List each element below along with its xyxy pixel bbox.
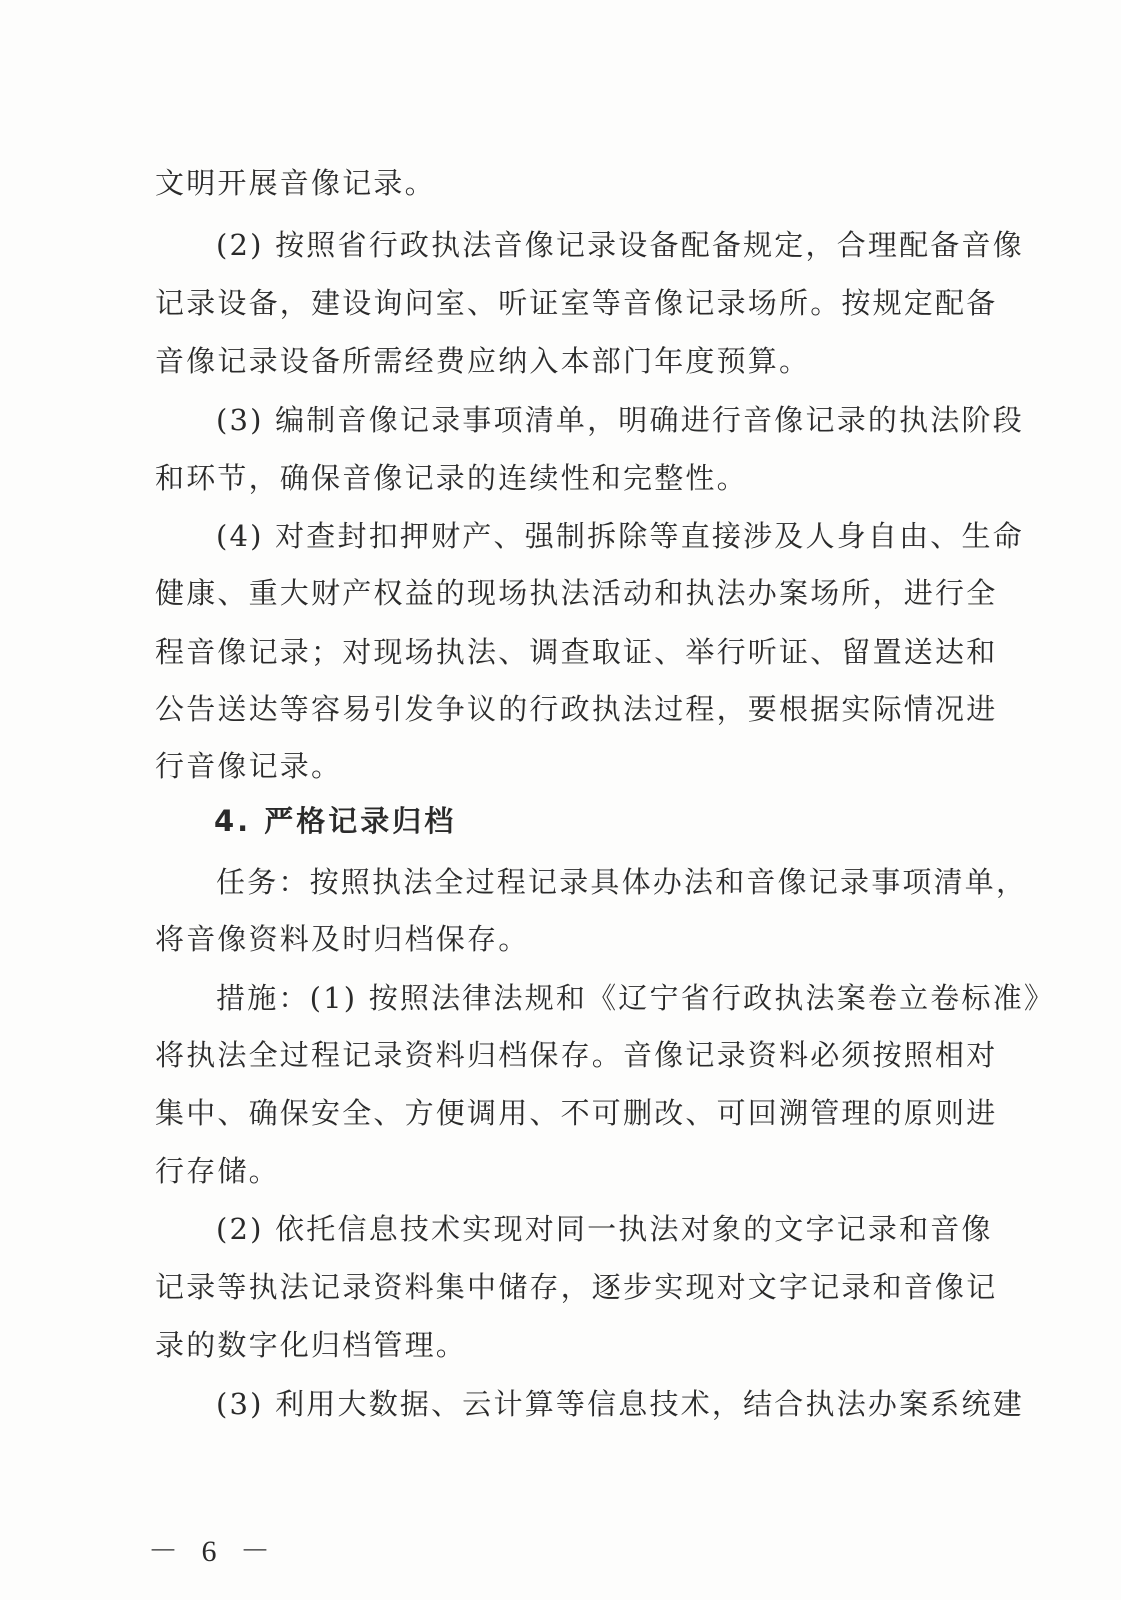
paragraph-line: (2) 依托信息技术实现对同一执法对象的文字记录和音像 — [216, 1212, 993, 1246]
paragraph-line: (2) 按照省行政执法音像记录设备配备规定，合理配备音像 — [216, 228, 1024, 262]
paragraph-line: 将执法全过程记录资料归档保存。音像记录资料必须按照相对 — [155, 1038, 998, 1072]
paragraph-line: 公告送达等容易引发争议的行政执法过程，要根据实际情况进 — [155, 692, 998, 726]
paragraph-line: 记录等执法记录资料集中储存，逐步实现对文字记录和音像记 — [155, 1270, 998, 1304]
paragraph-line: 记录设备，建设询问室、听证室等音像记录场所。按规定配备 — [155, 286, 998, 320]
paragraph-line: 任务：按照执法全过程记录具体办法和音像记录事项清单， — [216, 865, 1028, 899]
paragraph-line: 措施：(1) 按照法律法规和《辽宁省行政执法案卷立卷标准》 — [216, 981, 1056, 1015]
paragraph-line: 程音像记录；对现场执法、调查取证、举行听证、留置送达和 — [155, 635, 998, 669]
paragraph-line: 将音像资料及时归档保存。 — [155, 922, 530, 956]
paragraph-line: 行存储。 — [155, 1154, 280, 1188]
paragraph-line: 录的数字化归档管理。 — [155, 1328, 468, 1362]
paragraph-line: 音像记录设备所需经费应纳入本部门年度预算。 — [155, 344, 811, 378]
paragraph-line: (3) 编制音像记录事项清单，明确进行音像记录的执法阶段 — [216, 403, 1024, 437]
paragraph-line: 健康、重大财产权益的现场执法活动和执法办案场所，进行全 — [155, 576, 998, 610]
section-heading: 4. 严格记录归档 — [214, 804, 457, 838]
paragraph-line: 和环节，确保音像记录的连续性和完整性。 — [155, 461, 748, 495]
paragraph-line: (3) 利用大数据、云计算等信息技术，结合执法办案系统建 — [216, 1387, 1024, 1421]
page-number: － 6 － — [148, 1535, 278, 1568]
paragraph-line: (4) 对查封扣押财产、强制拆除等直接涉及人身自由、生命 — [216, 519, 1024, 553]
paragraph-line: 行音像记录。 — [155, 749, 343, 783]
paragraph-line: 文明开展音像记录。 — [155, 166, 436, 200]
paragraph-line: 集中、确保安全、方便调用、不可删改、可回溯管理的原则进 — [155, 1096, 998, 1130]
